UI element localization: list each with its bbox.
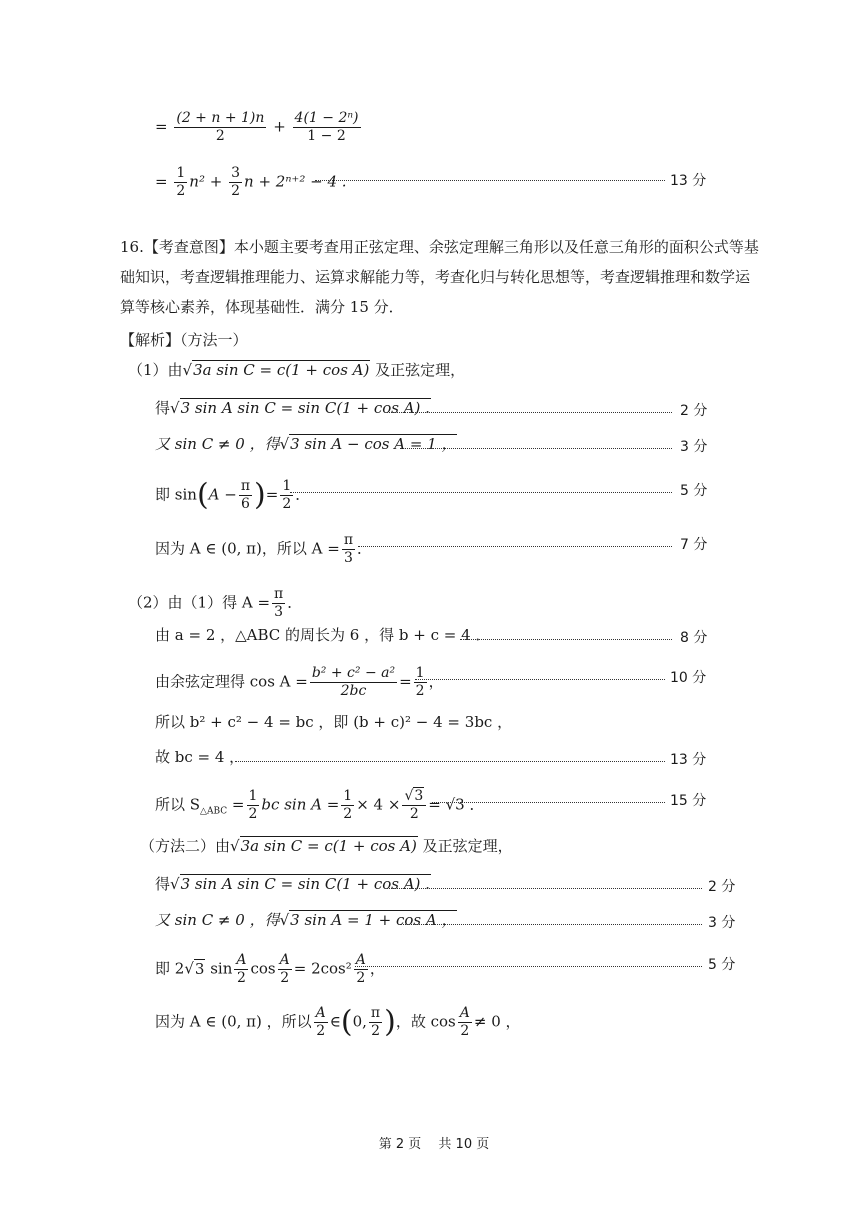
math-term: sin <box>210 959 233 978</box>
numerator: 4(1 − 2ⁿ) <box>294 110 359 126</box>
fraction <box>414 665 427 700</box>
math-term: bc sin A = <box>261 795 340 814</box>
fraction <box>314 1005 328 1040</box>
m2-step-1: 得√3 sin A sin C = sin C(1 + cos A) . <box>155 875 430 893</box>
fraction <box>174 110 266 145</box>
denominator: 2 <box>176 183 186 199</box>
text: ． <box>295 485 311 504</box>
leader-dots <box>358 546 672 547</box>
text: 得 <box>155 875 171 893</box>
score-label: 5 分 <box>708 957 736 973</box>
numerator: A <box>459 1005 470 1021</box>
score-label: 5 分 <box>680 483 708 499</box>
text: ， <box>369 959 385 978</box>
leader-dots <box>400 448 672 449</box>
top-line-2 <box>155 165 347 200</box>
page-footer: 第 2 页 共 10 页 <box>378 1137 490 1152</box>
numerator: π <box>370 1005 381 1021</box>
text: 又 sin C ≠ 0 ，得 <box>155 911 280 929</box>
numerator: A <box>315 1005 326 1021</box>
score-label: 13 分 <box>670 173 707 189</box>
leader-dots <box>432 802 665 803</box>
text: 由余弦定理得 cos A = <box>155 672 308 691</box>
fraction <box>369 1005 382 1040</box>
text: 及正弦定理， <box>375 361 466 379</box>
leader-dots <box>387 412 672 413</box>
leader-dots <box>355 966 702 967</box>
denominator: 2bc <box>340 683 367 699</box>
math-term: ≠ 0 ， <box>473 1012 521 1031</box>
math-term: n + 2ⁿ⁺² − 4 . <box>244 172 347 191</box>
numerator: 1 <box>248 788 258 804</box>
denominator: 2 <box>371 1023 380 1039</box>
denominator: 2 <box>409 806 419 822</box>
fraction <box>354 952 368 987</box>
numerator: 3 <box>414 788 424 804</box>
m2-step-3: 即 2√3 sin $\frac{A}{2}$ cos $\frac{A}{2}$ = 2cos² $\frac{A}{2}$ ， <box>155 952 385 986</box>
denominator: 2 <box>231 183 241 199</box>
numerator: b² + c² − a² <box>311 665 396 681</box>
eq-sign: = <box>155 117 168 136</box>
fraction <box>234 952 248 987</box>
denominator: 2 <box>343 806 353 822</box>
numerator: π <box>240 478 251 494</box>
leader-dots <box>315 180 665 181</box>
numerator: 3 <box>231 165 241 181</box>
math-term: A − <box>208 485 237 504</box>
numerator: 1 <box>343 788 353 804</box>
text: ． <box>357 539 373 558</box>
fraction <box>174 165 187 200</box>
eq-sign: = <box>265 485 279 504</box>
eq-sign: = <box>231 795 245 814</box>
fraction <box>272 586 285 621</box>
m2-step-2: 又 sin C ≠ 0 ，得√3 sin A = 1 + cos A ， <box>155 911 457 929</box>
math-term: cos <box>250 959 276 978</box>
math-term: 0, <box>352 1012 367 1031</box>
part-label: （1）由 <box>128 361 183 379</box>
fraction <box>342 532 355 567</box>
numerator: A <box>355 952 366 968</box>
text: ， <box>428 672 444 691</box>
numerator: A <box>236 952 247 968</box>
denominator: 3 <box>343 550 353 566</box>
text: 故 bc = 4 ， <box>155 748 245 766</box>
part1-header: （1）由√3a sin C = c(1 + cos A) 及正弦定理， <box>128 361 466 379</box>
score-label: 3 分 <box>708 915 736 931</box>
math-expression: 3 sin A = 1 + cos A ， <box>290 911 457 929</box>
denominator: 2 <box>215 128 225 144</box>
denominator: 2 <box>316 1023 326 1039</box>
leader-dots <box>415 679 665 680</box>
fraction <box>278 952 292 987</box>
leader-dots <box>387 888 702 889</box>
denominator: 2 <box>280 970 290 986</box>
math-expression: 3 sin A sin C = sin C(1 + cos A) . <box>180 875 430 893</box>
eq-sign: = <box>399 672 412 691</box>
text: 及正弦定理， <box>422 837 513 855</box>
m1-step-3: 即 sin(A − $\frac{\pi}{6}$ )= $\frac{1}{2}$ ． <box>155 477 311 513</box>
numerator: 1 <box>415 665 425 681</box>
part2-header <box>128 586 302 621</box>
math-expression: 3a sin C = c(1 + cos A) <box>240 837 417 855</box>
numerator: (2 + n + 1)n <box>176 110 265 126</box>
denominator: 6 <box>240 496 250 512</box>
math-term: × 4 × <box>356 795 401 814</box>
math-term: = √3 ． <box>428 795 485 814</box>
math-expression: 3 sin A sin C = sin C(1 + cos A) . <box>180 399 430 417</box>
text: 所以 S <box>155 795 201 814</box>
text: 因为 A ∈ (0, π)，所以 A = <box>155 539 340 558</box>
text: 因为 A ∈ (0, π) ，所以 <box>155 1012 312 1031</box>
fraction: $\frac{√3}{2}$ <box>402 788 426 823</box>
fraction <box>239 478 252 513</box>
score-label: 8 分 <box>680 630 708 646</box>
m1-step-5 <box>155 625 490 645</box>
numerator: π <box>274 586 284 602</box>
text: 由 a = 2 ，△ABC 的周长为 6 ，得 b + c = 4 ． <box>155 626 491 644</box>
denominator: 3 <box>274 604 284 620</box>
math-term: ∈ <box>329 1012 341 1031</box>
numerator: A <box>279 952 290 968</box>
leader-dots <box>460 639 672 640</box>
top-line-1 <box>155 110 363 145</box>
eq-sign: = <box>155 172 168 191</box>
m1-step-4 <box>155 532 372 567</box>
fraction <box>247 788 260 823</box>
text: 即 sin <box>155 485 197 504</box>
math-expression: 3 sin A − cos A = 1 ， <box>290 435 457 453</box>
text: （2）由（1）得 A = <box>128 593 271 612</box>
text: ，故 cos <box>395 1012 456 1031</box>
q16-intro: 16.【考查意图】本小题主要考查用正弦定理、余弦定理解三角形以及任意三角形的面积公式等基础知识，考查逻辑推理能力、运算求解能力等，考查化归与转化思想等，考查逻辑推理和数学运算等核心素养，体现基础性．满分 15 分． <box>120 238 759 316</box>
fraction <box>310 665 397 700</box>
text: 所以 b² + c² − 4 = bc ，即 (b + c)² − 4 = 3bc ， <box>155 713 513 731</box>
leader-dots <box>400 924 702 925</box>
text: 得 <box>155 399 171 417</box>
m1-step-6 <box>155 665 444 700</box>
plus-sign: + <box>209 172 223 191</box>
text: （方法二）由 <box>140 837 231 855</box>
text: 即 2 <box>155 959 185 978</box>
denominator: 2 <box>236 970 246 986</box>
m1-step-2: 又 sin C ≠ 0 ，得√3 sin A − cos A = 1 ， <box>155 435 457 453</box>
numerator: 1 <box>282 478 292 494</box>
denominator: 2 <box>460 1023 470 1039</box>
score-label: 15 分 <box>670 793 707 809</box>
denominator: 2 <box>415 683 425 699</box>
text: ． <box>287 593 303 612</box>
fraction <box>229 165 242 200</box>
score-label: 13 分 <box>670 752 707 768</box>
leader-dots <box>290 492 672 493</box>
denominator: 2 <box>356 970 366 986</box>
denominator: 2 <box>282 496 292 512</box>
score-label: 3 分 <box>680 439 708 455</box>
fraction <box>341 788 354 823</box>
m1-step-9 <box>155 788 485 823</box>
denominator: 1 − 2 <box>307 128 346 144</box>
m2-step-4: 因为 A ∈ (0, π) ，所以 $\frac{A}{2}$ ∈(0, $\frac{\pi}{2}$ )，故 cos $\frac{A}{2}$ ≠ 0 ， <box>155 1004 521 1040</box>
fraction <box>280 478 293 513</box>
score-label: 2 分 <box>680 403 708 419</box>
denominator: 2 <box>248 806 258 822</box>
subscript: △ABC <box>200 806 228 817</box>
math-term: n² <box>189 172 205 191</box>
plus-sign: + <box>273 117 286 136</box>
score-label: 2 分 <box>708 879 736 895</box>
m1-step-1: 得√3 sin A sin C = sin C(1 + cos A) . <box>155 399 430 417</box>
leader-dots <box>235 761 665 762</box>
score-label: 10 分 <box>670 670 707 686</box>
math-expression: 3a sin C = c(1 + cos A) <box>193 361 370 379</box>
analysis-label: 【解析】（方法一） <box>120 331 248 349</box>
m1-step-7 <box>155 712 512 732</box>
numerator: 1 <box>176 165 186 181</box>
fraction <box>458 1005 472 1040</box>
method2-header: （方法二）由√3a sin C = c(1 + cos A) 及正弦定理， <box>140 837 513 855</box>
text: 又 sin C ≠ 0 ，得 <box>155 435 280 453</box>
numerator: π <box>343 532 354 548</box>
m1-step-8 <box>155 747 244 767</box>
fraction <box>293 110 361 145</box>
score-label: 7 分 <box>680 537 708 553</box>
math-term: = 2cos² <box>293 959 352 978</box>
